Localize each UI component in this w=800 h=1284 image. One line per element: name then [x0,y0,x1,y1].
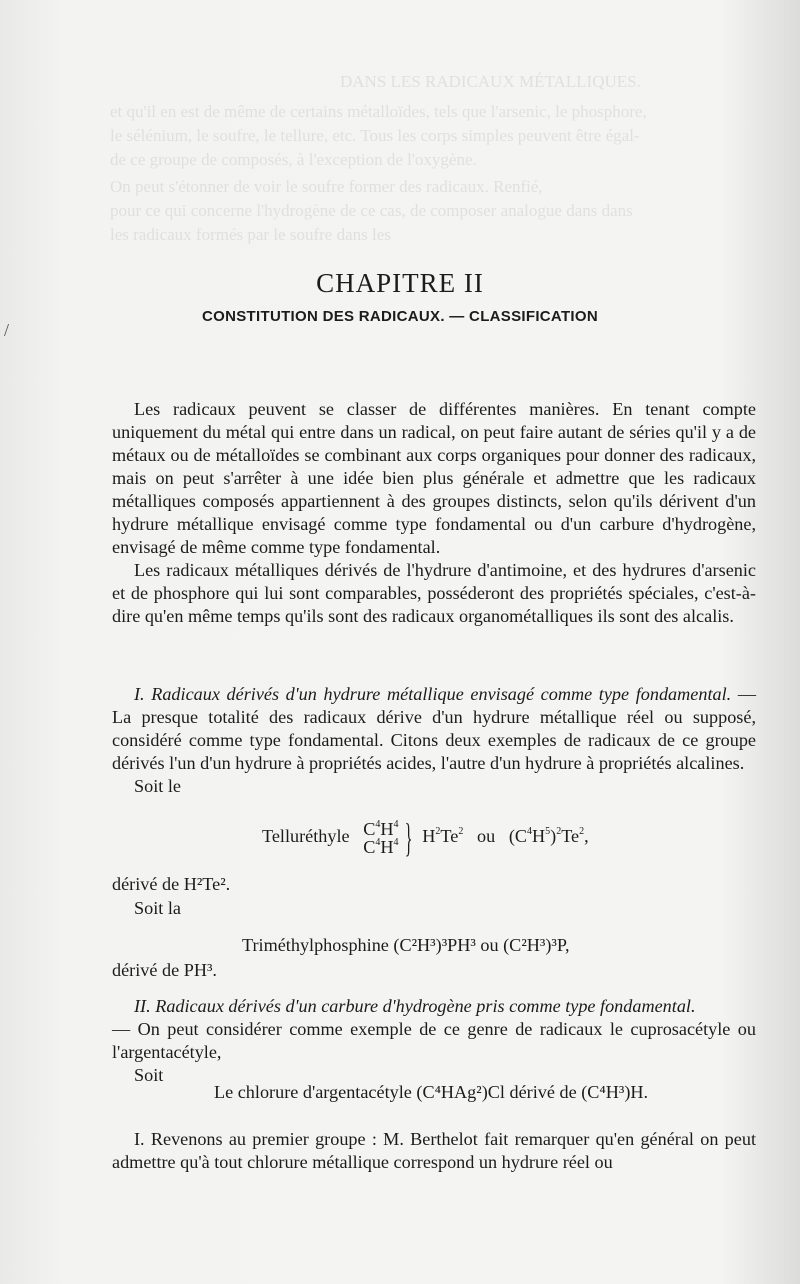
tellurethyle-name: Telluréthyle [262,826,350,847]
body-text-block-1 [112,398,756,628]
section-two-body: — On peut considérer comme exemple de ce genre de radicaux le cuprosacétyle ou l'argentacétyle, [112,1019,756,1062]
derive-line: dérivé de PH³. [112,960,217,980]
paragraph: Les radicaux métalliques dérivés de l'hydrure d'antimoine, et des hydrures d'arsenic et de phosphore qui lui sont comparables, posséderont des propriétés spéciales, c'est-à-dire qu'en même temps qu'ils sont des radicaux organométalliques ils sont des alcalis. [112,560,756,626]
tellurethyle-formula: Telluréthyle $C^4H^4$ $C^4H^4$ } $H^2Te^2$ ou $(C^4H^5)^2Te^2$, [262,815,589,860]
derive-line: dérivé de H²Te². [112,874,231,894]
formula-stack: $C^4H^4$ $C^4H^4$ [363,818,399,857]
bleed-through-line: et qu'il en est de même de certains métalloïdes, tels que l'arsenic, le phosphore, [110,102,647,121]
soit-le-line: Soit le [134,776,181,796]
soit-la-line: Soit la [134,898,181,918]
after-trimethyl [112,959,756,982]
margin-mark: / [4,320,10,340]
bleed-through-line: les radicaux formés par le soufre dans les [110,225,391,244]
soit-line: Soit [134,1065,164,1085]
paragraph: Les radicaux peuvent se classer de différentes manières. En tenant compte uniquement du métal qui entre dans un radical, on peut faire autant de séries qu'il y a de métaux ou de métalloïdes se combinant aux corps organiques pour donner des radicaux, mais on peut s'arrêter à une idée bien plus générale et admettre que les radicaux métalliques composés appartiennent à des groupes distincts, selon qu'ils dérivent d'un hydrure métallique envisagé comme type fondamental ou d'un carbure d'hydrogène, envisagé de même comme type fondamental. [112,399,756,557]
section-one-heading: I. Radicaux dérivés d'un hydrure métallique envisagé comme type fondamental. [134,684,732,704]
bleed-through-line: DANS LES RADICAUX MÉTALLIQUES. [340,72,641,91]
bleed-through-line: On peut s'étonner de voir le soufre former des radicaux. Renfié, [110,177,543,196]
chlorure-formula: Le chlorure d'argentacétyle (C⁴HAg²)Cl dérivé de (C⁴H³)H. [214,1082,649,1102]
bleed-through-line: le sélénium, le soufre, le tellure, etc. Tous les corps simples peuvent être égal- [110,126,640,145]
section-one-body: — La presque totalité des radicaux dérive d'un hydrure métallique réel ou supposé, considéré comme type fondamental. Citons deux exemples de radicaux de ce groupe dérivés l'un d'un hydrure à propriétés acides, l'autre d'un hydrure à propriétés alcalines. [112,684,756,773]
after-tellurethyle [112,873,756,920]
ou-word: ou [476,826,496,847]
section-one-paragraph [112,683,756,775]
section-two [112,995,756,1087]
section-one [112,683,756,798]
trimethylphosphine-formula: Triméthylphosphine (C²H³)³PH³ ou (C²H³)³P, [242,935,570,955]
section-two-heading: II. Radicaux dérivés d'un carbure d'hydrogène pris comme type fondamental. [134,996,696,1016]
bleed-through-line: pour ce qui concerne l'hydrogène de ce cas, de composer analogue dans dans [110,201,633,220]
bleed-through-line: de ce groupe de composés, à l'exception de l'oxygène. [110,150,477,169]
chapter-subtitle: CONSTITUTION DES RADICAUX. — CLASSIFICATION [202,308,598,325]
paragraph: I. Revenons au premier groupe : M. Berthelot fait remarquer qu'en général on peut admettre qu'à tout chlorure métallique correspond un hydrure réel ou [112,1129,756,1172]
section-three [112,1128,756,1174]
chapter-title: CHAPITRE II [316,268,484,299]
